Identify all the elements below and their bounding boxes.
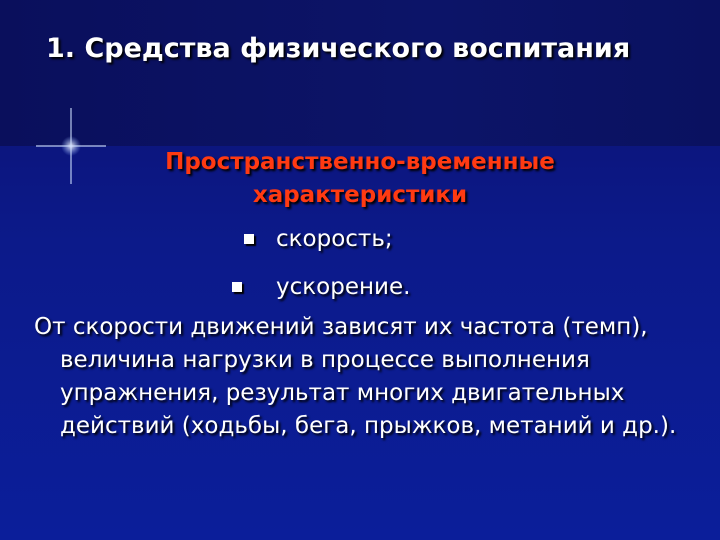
square-bullet-icon xyxy=(232,282,242,292)
slide-title: 1. Средства физического воспитания xyxy=(46,33,631,64)
section-subtitle: Пространственно-временные характеристики xyxy=(165,149,555,208)
list-item xyxy=(244,224,393,254)
bullet-text: ускорение. xyxy=(276,274,411,300)
bullet-text: скорость; xyxy=(276,226,393,252)
body-paragraph: От скорости движений зависят их частота (темп), величина нагрузки в процессе выполнения упражнения, результат многих двигательных действий (ходьбы, бега, прыжков, метаний и др.). xyxy=(34,314,677,439)
list-item xyxy=(232,272,410,302)
title-band xyxy=(0,0,720,146)
square-bullet-icon xyxy=(244,234,254,244)
